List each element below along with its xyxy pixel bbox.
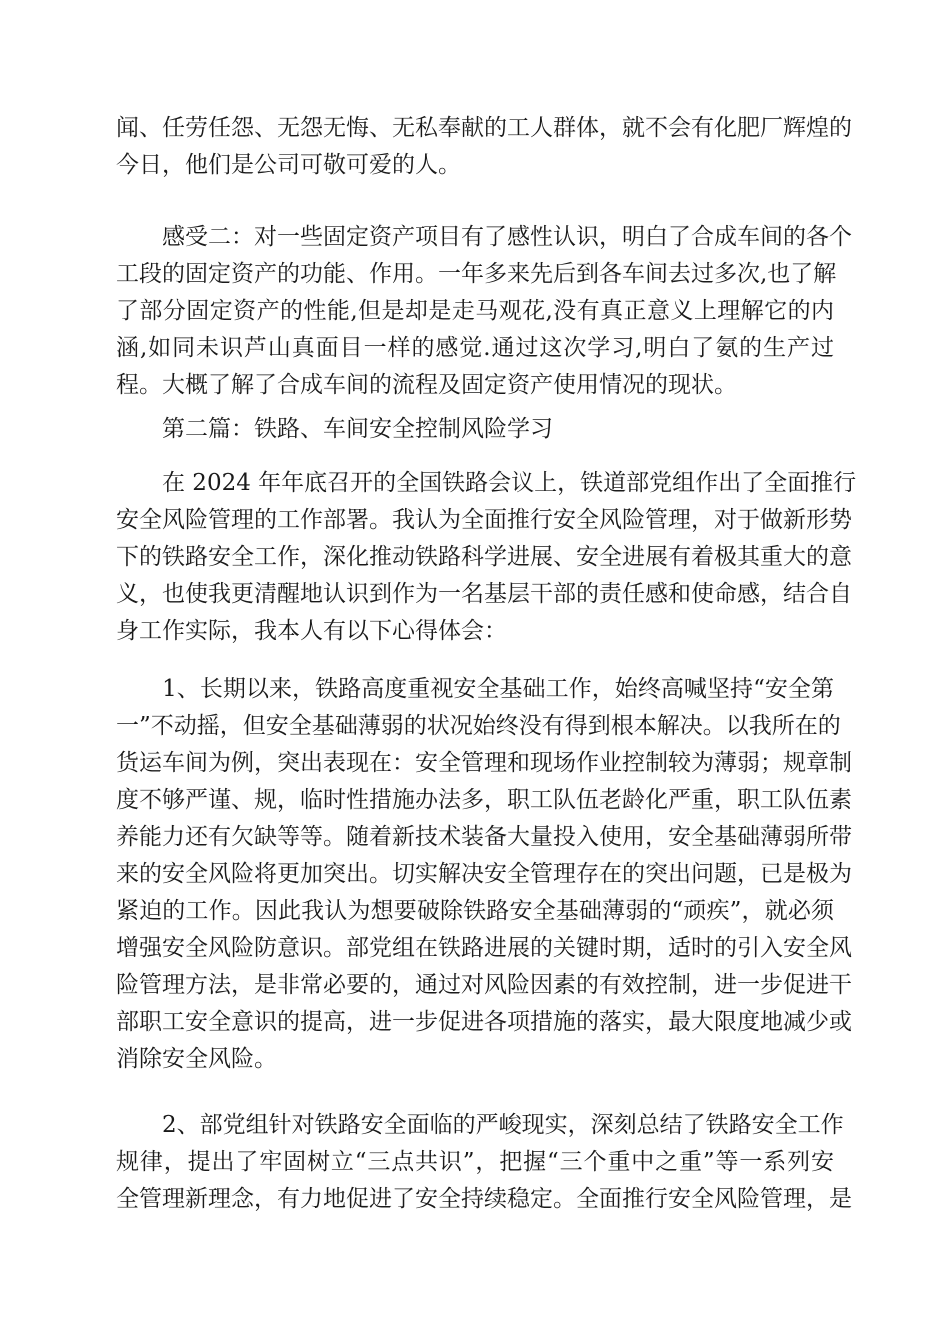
text-line: 今日，他们是公司可敬可爱的人。 [116, 152, 461, 178]
text-line: 增强安全风险防意识。部党组在铁路进展的关键时期，适时的引入安全风 [116, 935, 852, 961]
text-line: 度不够严谨、规，临时性措施办法多，职工队伍老龄化严重，职工队伍素 [116, 787, 852, 813]
text-line: 险管理方法，是非常必要的，通过对风险因素的有效控制，进一步促进干 [116, 972, 852, 998]
text-line: 身工作实际，我本人有以下心得体会： [116, 618, 507, 644]
text-line: 全管理新理念，有力地促进了安全持续稳定。全面推行安全风险管理，是 [116, 1186, 852, 1212]
text-line: 消除安全风险。 [116, 1046, 277, 1072]
text-line: 1、长期以来，铁路高度重视安全基础工作，始终高喊坚持“安全第 [116, 676, 834, 702]
text-line: 一”不动摇，但安全基础薄弱的状况始终没有得到根本解决。以我所在的 [116, 713, 841, 739]
text-line: 在 2024 年年底召开的全国铁路会议上，铁道部党组作出了全面推行 [116, 470, 857, 496]
text-line: 闻、任劳任怨、无怨无悔、无私奉献的工人群体，就不会有化肥厂辉煌的 [116, 115, 852, 141]
text-line: 养能力还有欠缺等等。随着新技术装备大量投入使用，安全基础薄弱所带 [116, 824, 852, 850]
text-line: 工段的固定资产的功能、作用。一年多来先后到各车间去过多次,也了解 [116, 261, 837, 287]
text-line: 规律，提出了牢固树立“三点共识”，把握“三个重中之重”等一系列安 [116, 1149, 834, 1175]
text-line: 了部分固定资产的性能,但是却是走马观花,没有真正意义上理解它的内 [116, 298, 834, 324]
paragraph-p5 [116, 671, 852, 1078]
paragraph-p2 [116, 219, 852, 404]
text-line: 部职工安全意识的提高，进一步促进各项措施的落实，最大限度地减少或 [116, 1009, 852, 1035]
paragraph-p4 [116, 465, 857, 650]
text-line: 货运车间为例，突出表现在：安全管理和现场作业控制较为薄弱；规章制 [116, 750, 852, 776]
paragraph-p6 [116, 1107, 852, 1218]
text-line: 义，也使我更清醒地认识到作为一名基层干部的责任感和使命感，结合自 [116, 581, 852, 607]
text-line: 紧迫的工作。因此我认为想要破除铁路安全基础薄弱的“顽疾”，就必须 [116, 898, 834, 924]
section-heading [116, 411, 834, 448]
text-line: 涵,如同未识芦山真面目一样的感觉.通过这次学习,明白了氨的生产过 [116, 335, 834, 361]
text-line: 程。大概了解了合成车间的流程及固定资产使用情况的现状。 [116, 372, 737, 398]
text-line: 第二篇：铁路、车间安全控制风险学习 [116, 416, 553, 442]
text-line: 下的铁路安全工作，深化推动铁路科学进展、安全进展有着极其重大的意 [116, 544, 852, 570]
text-line: 感受二：对一些固定资产项目有了感性认识，明白了合成车间的各个 [116, 224, 852, 250]
text-line: 安全风险管理的工作部署。我认为全面推行安全风险管理，对于做新形势 [116, 507, 852, 533]
paragraph-p1 [116, 110, 852, 184]
text-line: 来的安全风险将更加突出。切实解决安全管理存在的突出问题，已是极为 [116, 861, 852, 887]
text-line: 2、部党组针对铁路安全面临的严峻现实，深刻总结了铁路安全工作 [116, 1112, 844, 1138]
